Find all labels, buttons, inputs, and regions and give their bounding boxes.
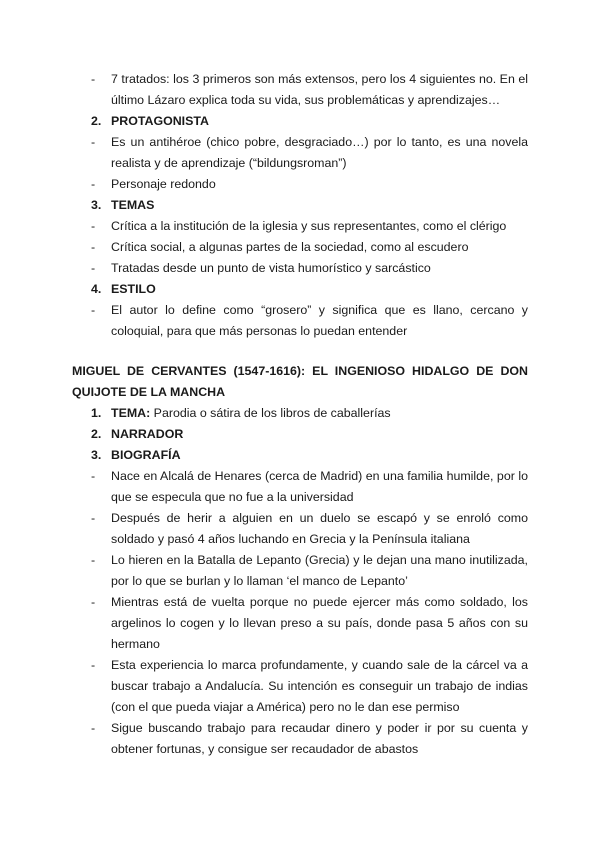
- bullet-dash: -: [91, 72, 96, 86]
- bullet-dash: -: [91, 511, 96, 525]
- bullet-text: Tratadas desde un punto de vista humorístico y sarcástico: [111, 261, 431, 275]
- bullet-dash: -: [91, 469, 96, 483]
- cervantes-heading-cont: QUIJOTE DE LA MANCHA: [72, 385, 226, 399]
- bullet-text: Es un antihéroe (chico pobre, desgraciado…) por lo tanto, es una novela realista y de aprendizaje (“bildungsroman”): [111, 135, 528, 170]
- bullet-dash: -: [91, 261, 96, 275]
- bullet-dash: -: [91, 135, 96, 149]
- bullet-dash: -: [91, 177, 96, 191]
- section-number: 2.: [91, 114, 102, 128]
- section-title: NARRADOR: [111, 427, 184, 441]
- cervantes-heading: MIGUEL DE CERVANTES (1547-1616): EL INGENIOSO HIDALGO DE DON: [72, 364, 528, 378]
- bullet-dash: -: [91, 721, 96, 735]
- section-title: PROTAGONISTA: [111, 114, 209, 128]
- bullet-text: Crítica a la institución de la iglesia y sus representantes, como el clérigo: [111, 219, 507, 233]
- section-title: ESTILO: [111, 282, 156, 296]
- bullet-text: Mientras está de vuelta porque no puede ejercer más como soldado, los argelinos lo cogen y lo llevan preso a su país, donde pasa 5 años con su hermano: [111, 595, 528, 651]
- bullet-dash: -: [91, 240, 96, 254]
- section-number: 4.: [91, 282, 102, 296]
- section-number: 3.: [91, 198, 102, 212]
- bullet-text: 7 tratados: los 3 primeros son más extensos, pero los 4 siguientes no. En el último Lázaro explica toda su vida, sus problemáticas y aprendizajes…: [111, 72, 528, 107]
- bullet-text: Después de herir a alguien en un duelo se escapó y se enroló como soldado y pasó 4 años luchando en Grecia y la Península italiana: [111, 511, 528, 546]
- bullet-text: Nace en Alcalá de Henares (cerca de Madrid) en una familia humilde, por lo que se especula que no fue a la universidad: [111, 469, 528, 504]
- section-label: TEMA:: [111, 406, 151, 420]
- section-number: 2.: [91, 427, 102, 441]
- bullet-text: Sigue buscando trabajo para recaudar dinero y poder ir por su cuenta y obtener fortunas, y consigue ser recaudador de abastos: [111, 721, 528, 756]
- bullet-dash: -: [91, 595, 96, 609]
- bullet-text: Lo hieren en la Batalla de Lepanto (Grecia) y le dejan una mano inutilizada, por lo que se burlan y lo llaman ‘el manco de Lepanto’: [111, 553, 528, 588]
- section-title: BIOGRAFÍA: [111, 448, 181, 462]
- bullet-text: Esta experiencia lo marca profundamente, y cuando sale de la cárcel va a buscar trabajo a Andalucía. Su intención es conseguir un trabajo de indias (con el que pueda viajar a América) pero no le dan ese permiso: [111, 658, 528, 714]
- bullet-text: Crítica social, a algunas partes de la sociedad, como al escudero: [111, 240, 469, 254]
- section-number: 1.: [91, 406, 102, 420]
- section-title: TEMAS: [111, 198, 155, 212]
- bullet-dash: -: [91, 303, 96, 317]
- bullet-text: Personaje redondo: [111, 177, 216, 191]
- section-number: 3.: [91, 448, 102, 462]
- section-line: [111, 403, 391, 424]
- bullet-dash: -: [91, 553, 96, 567]
- bullet-dash: -: [91, 658, 96, 672]
- bullet-text: El autor lo define como “grosero” y significa que es llano, cercano y coloquial, para que más personas lo puedan entender: [111, 303, 528, 338]
- section-text: Parodia o sátira de los libros de caballerías: [150, 406, 391, 420]
- bullet-dash: -: [91, 219, 96, 233]
